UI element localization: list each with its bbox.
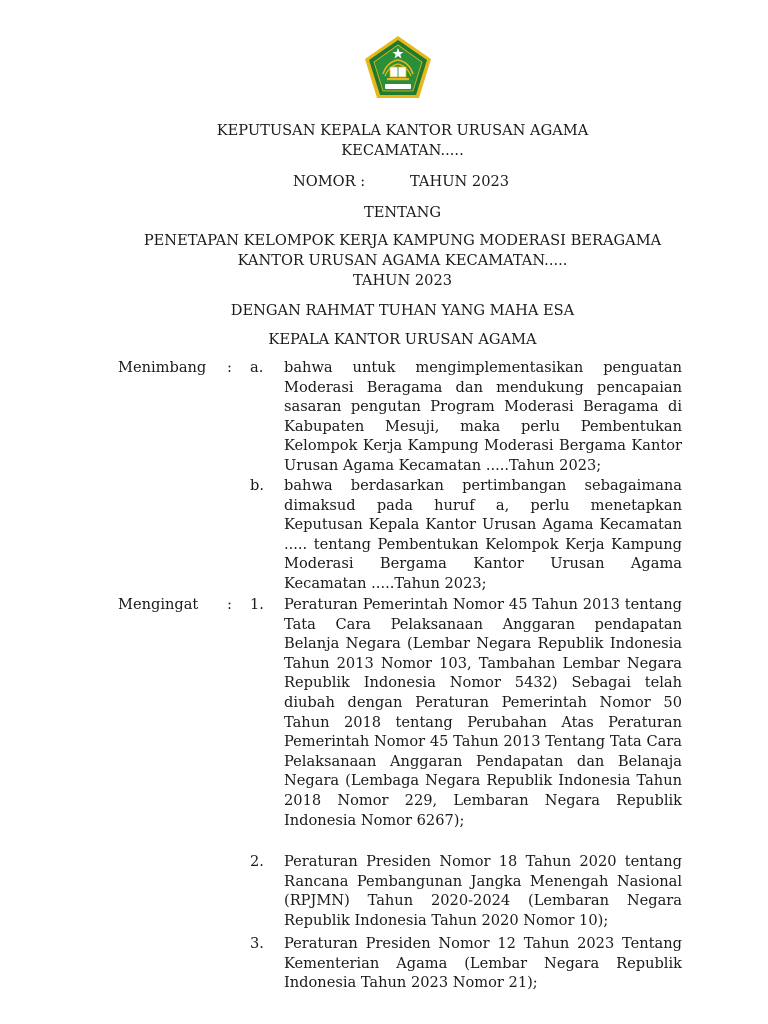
menimbang-item-b: bahwa berdasarkan pertimbangan sebagaimana dimaksud pada huruf a, perlu menetapkan Keputusan Kepala Kantor Urusan Agama Kecamatan ..... tentang Pembentukan Kelompok Kerja Kampung Moderasi Bergama Kantor Urusan Agama Kecamatan .....Tahun 2023;	[284, 477, 682, 592]
title-line-1: KEPUTUSAN KEPALA KANTOR URUSAN AGAMA	[216, 122, 589, 139]
mengingat-marker-3: 3.	[250, 935, 264, 952]
mengingat-marker-2: 2.	[250, 853, 264, 870]
menimbang-marker-b: b.	[250, 477, 264, 494]
kementerian-agama-logo	[363, 34, 433, 100]
kepala-line: KEPALA KANTOR URUSAN AGAMA	[268, 331, 537, 348]
menimbang-item-a: bahwa untuk mengimplementasikan penguatan Moderasi Beragama dan mendukung pencapaian sasaran pengutan Program Moderasi Beragama di Kabupaten Mesuji, maka perlu Pembentukan Kelompok Kerja Kampung Moderasi Bergama Kantor Urusan Agama Kecamatan .....Tahun 2023;	[284, 359, 682, 474]
rahmat-line: DENGAN RAHMAT TUHAN YANG MAHA ESA	[230, 302, 575, 319]
mengingat-colon: :	[227, 596, 232, 613]
menimbang-marker-a: a.	[250, 359, 264, 376]
subject-line-1: PENETAPAN KELOMPOK KERJA KAMPUNG MODERASI BERAGAMA	[143, 232, 662, 249]
tentang-heading: TENTANG	[363, 204, 442, 221]
mengingat-item-1: Peraturan Pemerintah Nomor 45 Tahun 2013 tentang Tata Cara Pelaksanaan Anggaran pendapatan Belanja Negara (Lembar Negara Republik Indonesia Tahun 2013 Nomor 103, Tambahan Lembar Negara Republik Indonesia Nomor 5432) Sebagai telah diubah dengan Peraturan Pemerintah Nomor 50 Tahun 2018 tentang Perubahan Atas Peraturan Pemerintah Nomor 45 Tahun 2013 Tentang Tata Cara Pelaksanaan Anggaran Pendapatan dan Belanaja Negara (Lembaga Negara Republik Indonesia Tahun 2018 Nomor 229, Lembaran Negara Republik Indonesia Nomor 6267);	[284, 596, 682, 829]
mengingat-item-3: Peraturan Presiden Nomor 12 Tahun 2023 Tentang Kementerian Agama (Lembar Negara Republik Indonesia Tahun 2023 Nomor 21);	[284, 935, 682, 992]
mengingat-marker-1: 1.	[250, 596, 264, 613]
mengingat-label: Mengingat	[118, 596, 199, 613]
title-line-2: KECAMATAN.....	[341, 142, 464, 159]
mengingat-item-2: Peraturan Presiden Nomor 18 Tahun 2020 tentang Rancana Pembangunan Jangka Menengah Nasional (RPJMN) Tahun 2020-2024 (Lembaran Negara Republik Indonesia Tahun 2020 Nomor 10);	[284, 853, 682, 929]
nomor-label: NOMOR :	[293, 173, 366, 190]
subject-line-2: KANTOR URUSAN AGAMA KECAMATAN.....	[237, 252, 568, 269]
subject-line-3: TAHUN 2023	[352, 272, 453, 289]
nomor-year: TAHUN 2023	[410, 173, 510, 190]
menimbang-label: Menimbang	[118, 359, 207, 376]
menimbang-colon: :	[227, 359, 232, 376]
